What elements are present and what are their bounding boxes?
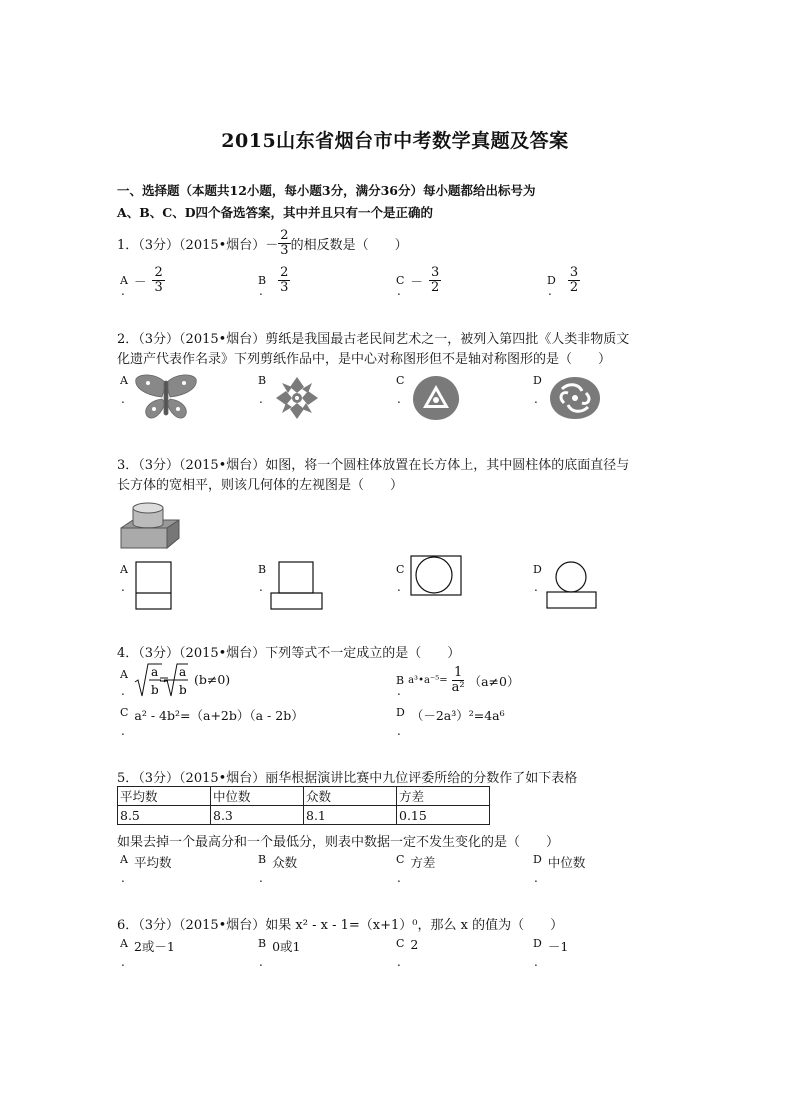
frac-num: 2 xyxy=(280,265,289,280)
option-text: 2或－1 xyxy=(133,939,175,954)
table-header-cell: 平均数 xyxy=(118,787,211,806)
section-heading-line1: 一、选择题（本题共12小题，每小题3分，满分36分）每小题都给出标号为 xyxy=(117,183,536,198)
frac-den: 3 xyxy=(280,280,289,295)
triangle-papercut-icon xyxy=(411,375,461,421)
option-label: B xyxy=(258,937,267,950)
butterfly-papercut-icon xyxy=(134,373,198,421)
question-4-stem: 4．（3分）（2015•烟台）下列等式不一定成立的是（ ） xyxy=(117,646,461,661)
q5-option-a[interactable] xyxy=(120,853,171,871)
option-label: C xyxy=(120,706,129,719)
frac-den: 2 xyxy=(430,280,440,295)
option-label: B xyxy=(396,674,405,687)
q3-option-d-label[interactable]: D xyxy=(533,563,542,576)
table-cell: 0.15 xyxy=(397,806,490,825)
q2-option-b-label[interactable]: B xyxy=(258,374,267,387)
q2-option-d-label[interactable]: D xyxy=(533,374,542,387)
score-table xyxy=(117,786,490,825)
option-label: D xyxy=(533,853,542,866)
option-label: C xyxy=(396,274,405,287)
option-text: 2 xyxy=(410,937,419,952)
question-6-stem: 6．（3分）（2015•烟台）如果 x² - x - 1=（x+1）⁰，那么 x 的值为（ ） xyxy=(117,918,564,933)
q6-option-c[interactable] xyxy=(396,937,418,952)
q5-option-c[interactable] xyxy=(396,853,435,871)
q1-frac-num: 2 xyxy=(280,228,289,243)
radical-var-b-2: b xyxy=(179,683,187,697)
option-label: B xyxy=(258,853,267,866)
option-label: D xyxy=(396,706,405,719)
option-fraction xyxy=(429,266,441,295)
q1-option-a[interactable] xyxy=(120,266,165,295)
table-row xyxy=(118,806,490,825)
option-label: D xyxy=(547,274,556,287)
option-label: A xyxy=(120,668,128,681)
cylinder-on-cuboid-figure xyxy=(119,498,181,552)
q4-option-a-condition: (b≠0) xyxy=(194,672,231,687)
q4-option-d[interactable] xyxy=(396,706,505,724)
q2-option-a-label[interactable]: A xyxy=(120,374,128,387)
option-label: A xyxy=(120,853,128,866)
frac-den: 2 xyxy=(569,280,579,295)
table-header-cell: 众数 xyxy=(304,787,397,806)
radical-var-a-2: a xyxy=(179,665,187,679)
q1-prefix: 1．（3分）（2015•烟台）－ xyxy=(117,238,279,253)
flower-papercut-icon xyxy=(274,375,320,421)
table-header-row xyxy=(118,787,490,806)
frac-num: 1 xyxy=(453,665,463,680)
q1-fraction xyxy=(278,229,290,258)
page-title: 2015山东省烟台市中考数学真题及答案 xyxy=(221,130,569,152)
option-condition: （a≠0） xyxy=(468,673,520,689)
question-3-line2: 长方体的宽相平，则该几何体的左视图是（ ） xyxy=(117,478,404,493)
q3-option-a-view xyxy=(135,561,173,611)
option-text: a² - 4b²=（a+2b）（a - 2b） xyxy=(134,708,304,723)
frac-den: a² xyxy=(451,680,465,695)
option-sign: － xyxy=(133,273,147,289)
q3-option-d-view xyxy=(546,560,598,610)
q2-option-c-label[interactable]: C xyxy=(396,374,405,387)
q4-option-b[interactable] xyxy=(396,666,519,695)
frac-num: 2 xyxy=(154,265,163,280)
question-3-line1: 3．（3分）（2015•烟台）如图，将一个圆柱体放置在长方体上，其中圆柱体的底面直径与 xyxy=(117,458,630,473)
table-cell: 8.5 xyxy=(118,806,211,825)
table-header-cell: 方差 xyxy=(397,787,490,806)
option-text: a³•a⁻⁵= xyxy=(408,675,448,686)
q3-option-b-label[interactable]: B xyxy=(258,563,267,576)
option-fraction xyxy=(278,266,290,295)
q6-option-b[interactable] xyxy=(258,937,301,955)
option-label: C xyxy=(396,853,405,866)
frac-num: 3 xyxy=(430,265,440,280)
option-label: A xyxy=(120,274,128,287)
question-2-line2: 化遗产代表作名录》下列剪纸作品中，是中心对称图形但不是轴对称图形的是（ ） xyxy=(117,352,612,367)
swirl-papercut-icon xyxy=(548,375,602,421)
q3-option-c-view xyxy=(410,555,462,597)
frac-num: 3 xyxy=(569,265,579,280)
option-label: C xyxy=(396,937,405,950)
question-1-stem xyxy=(117,229,408,258)
q1-option-d[interactable] xyxy=(547,266,580,295)
question-5-stem: 5．（3分）（2015•烟台）丽华根据演讲比赛中九位评委所给的分数作了如下表格 xyxy=(117,771,578,786)
option-label: B xyxy=(258,274,267,287)
q4-option-c[interactable] xyxy=(120,706,304,724)
q1-suffix: 的相反数是（ ） xyxy=(290,238,408,253)
option-text: 0或1 xyxy=(272,939,301,954)
q1-option-c[interactable] xyxy=(396,266,441,295)
option-label: D xyxy=(533,937,542,950)
section-heading-line2: A、B、C、D四个备选答案，其中并且只有一个是正确的 xyxy=(117,205,434,220)
q4-option-a[interactable] xyxy=(120,666,128,681)
table-cell: 8.1 xyxy=(304,806,397,825)
option-sign: － xyxy=(410,273,423,289)
table-cell: 8.3 xyxy=(211,806,304,825)
q3-option-b-view xyxy=(270,561,324,611)
q3-option-a-label[interactable]: A xyxy=(120,563,128,576)
option-label: A xyxy=(120,937,128,950)
option-fraction xyxy=(452,666,465,695)
option-text: 方差 xyxy=(410,855,436,870)
option-fraction xyxy=(152,266,164,295)
q1-frac-den: 3 xyxy=(280,243,289,258)
option-text: 平均数 xyxy=(133,855,172,870)
frac-den: 3 xyxy=(154,280,163,295)
q6-option-a[interactable] xyxy=(120,937,175,955)
option-text: －1 xyxy=(547,939,569,954)
question-2-line1: 2．（3分）（2015•烟台）剪纸是我国最古老民间艺术之一，被列入第四批《人类非物质文 xyxy=(117,332,630,347)
option-text: 众数 xyxy=(272,855,298,870)
q1-option-b[interactable] xyxy=(258,266,290,295)
question-5-question: 如果去掉一个最高分和一个最低分，则表中数据一定不发生变化的是（ ） xyxy=(117,835,560,850)
q5-option-d[interactable] xyxy=(533,853,585,871)
radical-var-b-1: b xyxy=(151,683,159,697)
q6-option-d[interactable] xyxy=(533,937,568,955)
q5-option-b[interactable] xyxy=(258,853,297,871)
q3-option-c-label[interactable]: C xyxy=(396,563,405,576)
option-text: （－2a³）²=4a⁶ xyxy=(410,708,505,723)
table-header-cell: 中位数 xyxy=(211,787,304,806)
option-text: 中位数 xyxy=(547,855,586,870)
radical-var-a-1: a xyxy=(151,665,159,679)
option-fraction xyxy=(568,266,580,295)
